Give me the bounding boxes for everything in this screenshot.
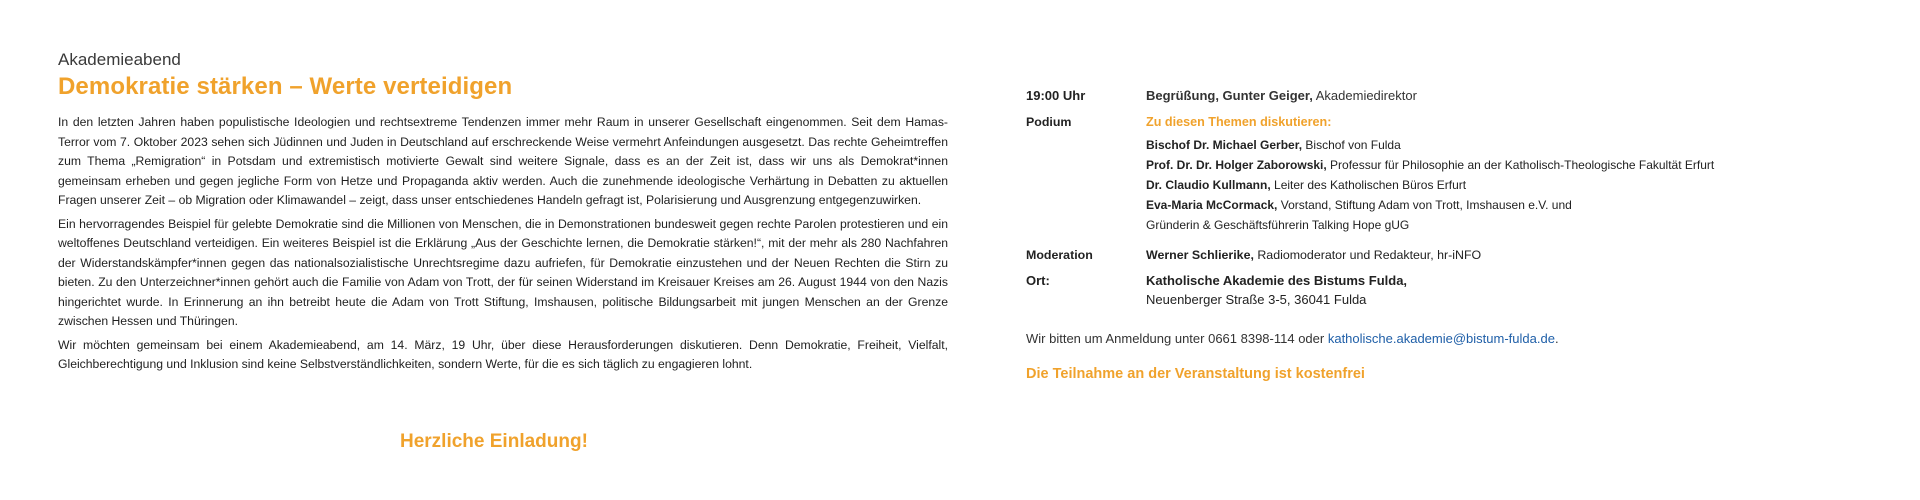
panelist-role-continued: Gründerin & Geschäftsführerin Talking Hope gUG bbox=[1146, 218, 1410, 232]
program-row-welcome bbox=[1026, 88, 1886, 115]
program-column bbox=[1026, 88, 1886, 309]
panelist-name: Prof. Dr. Dr. Holger Zaborowski, bbox=[1146, 158, 1327, 172]
podium-heading: Zu diesen Themen diskutieren: bbox=[1146, 115, 1332, 129]
panelist-role: Bischof von Fulda bbox=[1302, 138, 1401, 152]
panelist-role: Leiter des Katholischen Büros Erfurt bbox=[1270, 178, 1467, 192]
venue-address: Neuenberger Straße 3-5, 36041 Fulda bbox=[1146, 292, 1367, 307]
program-row-podium bbox=[1026, 115, 1886, 235]
example-paragraph: Ein hervorragendes Beispiel für gelebte Demokratie sind die Millionen von Menschen, die in Demonstrationen bundesweit gegen rechte Parolen protestieren und ein weltoffenes Deutschland verteidigen. Ein weiteres Beispiel ist die Erklärung „Aus der Geschichte lernen, die Demokratie stärken!“, mit der mehr als 280 Nachfahren der Widerstandskämpfer*innen gegen das nationalsozialistische Unrechtsregime dazu aufriefen, für Demokratie einzustehen und der Neuen Rechten die Stirn zu bieten. Zu den Unterzeichner*innen gehört auch die Familie von Adam von Trott, der für seinen Widerstand im Kreisauer Kreises am 26. August 1944 von den Nazis hingerichtet wurde. In Erinnerung an ihn betreibt heute die Adam von Trott Stiftung, Imshausen, politische Bildungsarbeit mit jungen Menschen an der Grenze zwischen Hessen und Thüringen. bbox=[58, 216, 948, 328]
registration-suffix: . bbox=[1554, 331, 1559, 346]
panelist-item bbox=[1146, 155, 1886, 175]
welcome-role: Akademiedirektor bbox=[1312, 88, 1417, 103]
moderator-name: Werner Schlierike, bbox=[1146, 248, 1254, 262]
invitation-paragraph: Wir möchten gemeinsam bei einem Akademieabend, am 14. März, 19 Uhr, über diese Herausforderungen diskutieren. Denn Demokratie, Freiheit, Vielfalt, Gleichberechtigung und Inklusion sind keine Selbstverständlichkeiten, sondern Werte, für die es sich täglich zu engagieren lohnt. bbox=[58, 337, 948, 371]
time-label: 19:00 Uhr bbox=[1026, 88, 1086, 103]
panelist-item bbox=[1146, 195, 1886, 215]
panelist-item bbox=[1146, 175, 1886, 195]
program-row-moderation bbox=[1026, 245, 1886, 271]
invitation-heading: Herzliche Einladung! bbox=[400, 431, 588, 452]
program-row-venue bbox=[1026, 271, 1886, 309]
moderator-text bbox=[1146, 245, 1886, 271]
registration-text: Wir bitten um Anmeldung unter 0661 8398-114 oder bbox=[1026, 331, 1328, 346]
panelist-role: Vorstand, Stiftung Adam von Trott, Imshausen e.V. und bbox=[1277, 198, 1572, 212]
panelist-name: Bischof Dr. Michael Gerber, bbox=[1146, 138, 1303, 152]
intro-column bbox=[58, 50, 948, 379]
page-title: Demokratie stärken – Werte verteidigen bbox=[58, 73, 513, 100]
panelist-list bbox=[1146, 115, 1886, 235]
registration-note bbox=[1026, 331, 1559, 346]
moderator-role: Radiomoderator und Redakteur, hr-iNFO bbox=[1253, 248, 1482, 262]
email-link[interactable]: katholische.akademie@bistum-fulda.de bbox=[1327, 331, 1555, 346]
panelist-item bbox=[1146, 135, 1886, 155]
moderation-label: Moderation bbox=[1026, 248, 1093, 262]
panelist-name: Eva-Maria McCormack, bbox=[1146, 198, 1278, 212]
venue-label: Ort: bbox=[1026, 273, 1050, 288]
venue-text bbox=[1146, 271, 1886, 309]
panelist-role: Professur für Philosophie an der Katholisch-Theologische Fakultät Erfurt bbox=[1326, 158, 1715, 172]
venue-name: Katholische Akademie des Bistums Fulda, bbox=[1146, 273, 1408, 288]
welcome-speaker: Begrüßung, Gunter Geiger, bbox=[1146, 88, 1313, 103]
podium-label: Podium bbox=[1026, 115, 1072, 129]
panelist-name: Dr. Claudio Kullmann, bbox=[1146, 178, 1271, 192]
welcome-text bbox=[1146, 88, 1886, 115]
intro-paragraph: In den letzten Jahren haben populistische Ideologien und rechtsextreme Tendenzen immer mehr Raum in unserer Gesellschaft eingenommen. Seit dem Hamas-Terror vom 7. Oktober 2023 sehen sich Jüdinnen und Juden in Deutschland auf erschreckende Weise vermehrt Anfeindungen ausgesetzt. Das rechte Geheimtreffen zum Thema „Remigration“ in Potsdam und extremistisch motivierte Gewalt sind weitere Signale, dass es an der Zeit ist, dass wir uns als Demokrat*innen gemeinsam erheben und gegen jegliche Form von Hetze und Propaganda aktiv werden. Auch die zunehmende ideologische Verhärtung in Debatten zu aktuellen Fragen unserer Zeit – ob Migration oder Klimawandel – zeigt, dass unser entschiedenes Handeln gefragt ist, Polarisierung und Ausgrenzung entgegenzuwirken. bbox=[58, 115, 948, 207]
event-kicker: Akademieabend bbox=[58, 50, 181, 69]
free-admission-note: Die Teilnahme an der Veranstaltung ist kostenfrei bbox=[1026, 366, 1365, 382]
